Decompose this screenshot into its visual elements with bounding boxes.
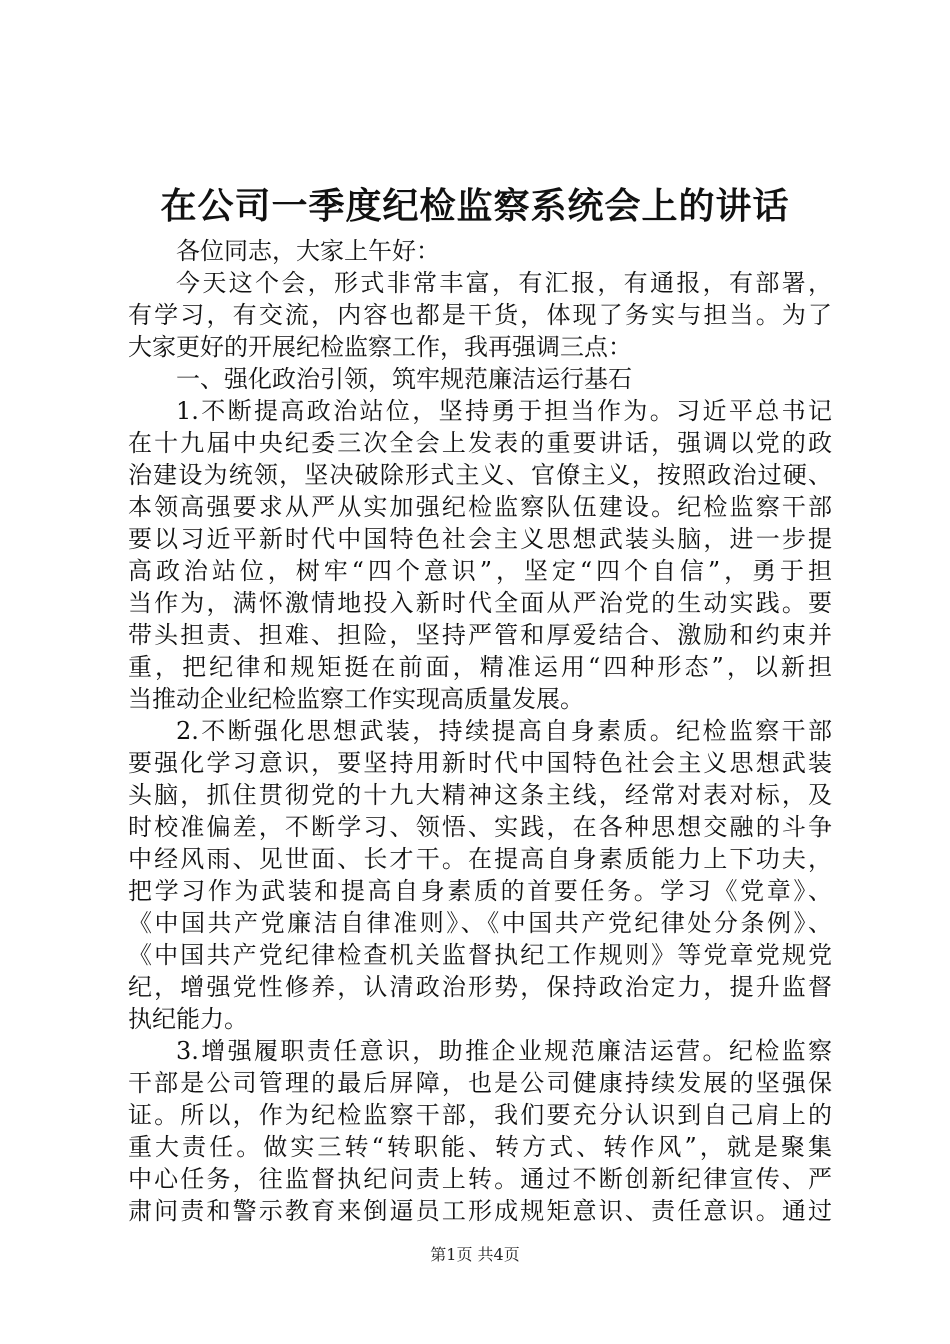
text-line: 中心任务，往监督执纪问责上转。通过不断创新纪律宣传、严 — [128, 1165, 832, 1193]
text-line: 大家更好的开展纪检监察工作，我再强调三点： — [128, 333, 632, 361]
section-heading: 一、强化政治引领，筑牢规范廉洁运行基石 — [176, 365, 632, 393]
text-line: 要强化学习意识，要坚持用新时代中国特色社会主义思想武装 — [128, 749, 832, 777]
text-line: 肃问责和警示教育来倒逼员工形成规矩意识、责任意识。通过 — [128, 1197, 832, 1225]
page-number: 第1页 共4页 — [430, 1245, 520, 1264]
text-line: 《中国共产党廉洁自律准则》、《中国共产党纪律处分条例》、 — [128, 909, 832, 937]
text-line: 1.不断提高政治站位，坚持勇于担当作为。习近平总书记 — [176, 397, 832, 425]
text-line: 时校准偏差，不断学习、领悟、实践，在各种思想交融的斗争 — [128, 813, 832, 841]
text-line: 有学习，有交流，内容也都是干货，体现了务实与担当。为了 — [128, 301, 832, 329]
text-line: 把学习作为武装和提高自身素质的首要任务。学习《党章》、 — [128, 877, 832, 905]
text-line: 各位同志，大家上午好： — [176, 237, 440, 265]
text-line: 《中国共产党纪律检查机关监督执纪工作规则》等党章党规党 — [128, 941, 832, 969]
text-line: 3.增强履职责任意识，助推企业规范廉洁运营。纪检监察 — [176, 1037, 832, 1065]
text-line: 重，把纪律和规矩挺在前面，精准运用“四种形态”，以新担 — [128, 653, 832, 681]
text-line: 本领高强要求从严从实加强纪检监察队伍建设。纪检监察干部 — [128, 493, 832, 521]
text-line: 干部是公司管理的最后屏障，也是公司健康持续发展的坚强保 — [128, 1069, 832, 1097]
text-line: 高政治站位，树牢“四个意识”，坚定“四个自信”，勇于担 — [128, 557, 832, 585]
text-line: 治建设为统领，坚决破除形式主义、官僚主义，按照政治过硬、 — [128, 461, 832, 489]
text-line: 中经风雨、见世面、长才干。在提高自身素质能力上下功夫， — [128, 845, 832, 873]
text-line: 今天这个会，形式非常丰富，有汇报，有通报，有部署， — [176, 269, 832, 297]
text-line: 当作为，满怀激情地投入新时代全面从严治党的生动实践。要 — [128, 589, 832, 617]
text-line: 纪，增强党性修养，认清政治形势，保持政治定力，提升监督 — [128, 973, 832, 1001]
text-line: 头脑，抓住贯彻党的十九大精神这条主线，经常对表对标，及 — [128, 781, 832, 809]
text-line: 执纪能力。 — [128, 1005, 248, 1033]
text-line: 当推动企业纪检监察工作实现高质量发展。 — [128, 685, 584, 713]
document-title: 在公司一季度纪检监察系统会上的讲话 — [160, 185, 790, 227]
text-line: 要以习近平新时代中国特色社会主义思想武装头脑，进一步提 — [128, 525, 832, 553]
text-line: 2.不断强化思想武装，持续提高自身素质。纪检监察干部 — [176, 717, 832, 745]
document-body — [128, 235, 832, 1227]
text-line: 证。所以，作为纪检监察干部，我们要充分认识到自己肩上的 — [128, 1101, 832, 1129]
text-line: 重大责任。做实三转“转职能、转方式、转作风”，就是聚集 — [128, 1133, 832, 1161]
text-line: 带头担责、担难、担险，坚持严管和厚爱结合、激励和约束并 — [128, 621, 832, 649]
text-line: 在十九届中央纪委三次全会上发表的重要讲话，强调以党的政 — [128, 429, 832, 457]
